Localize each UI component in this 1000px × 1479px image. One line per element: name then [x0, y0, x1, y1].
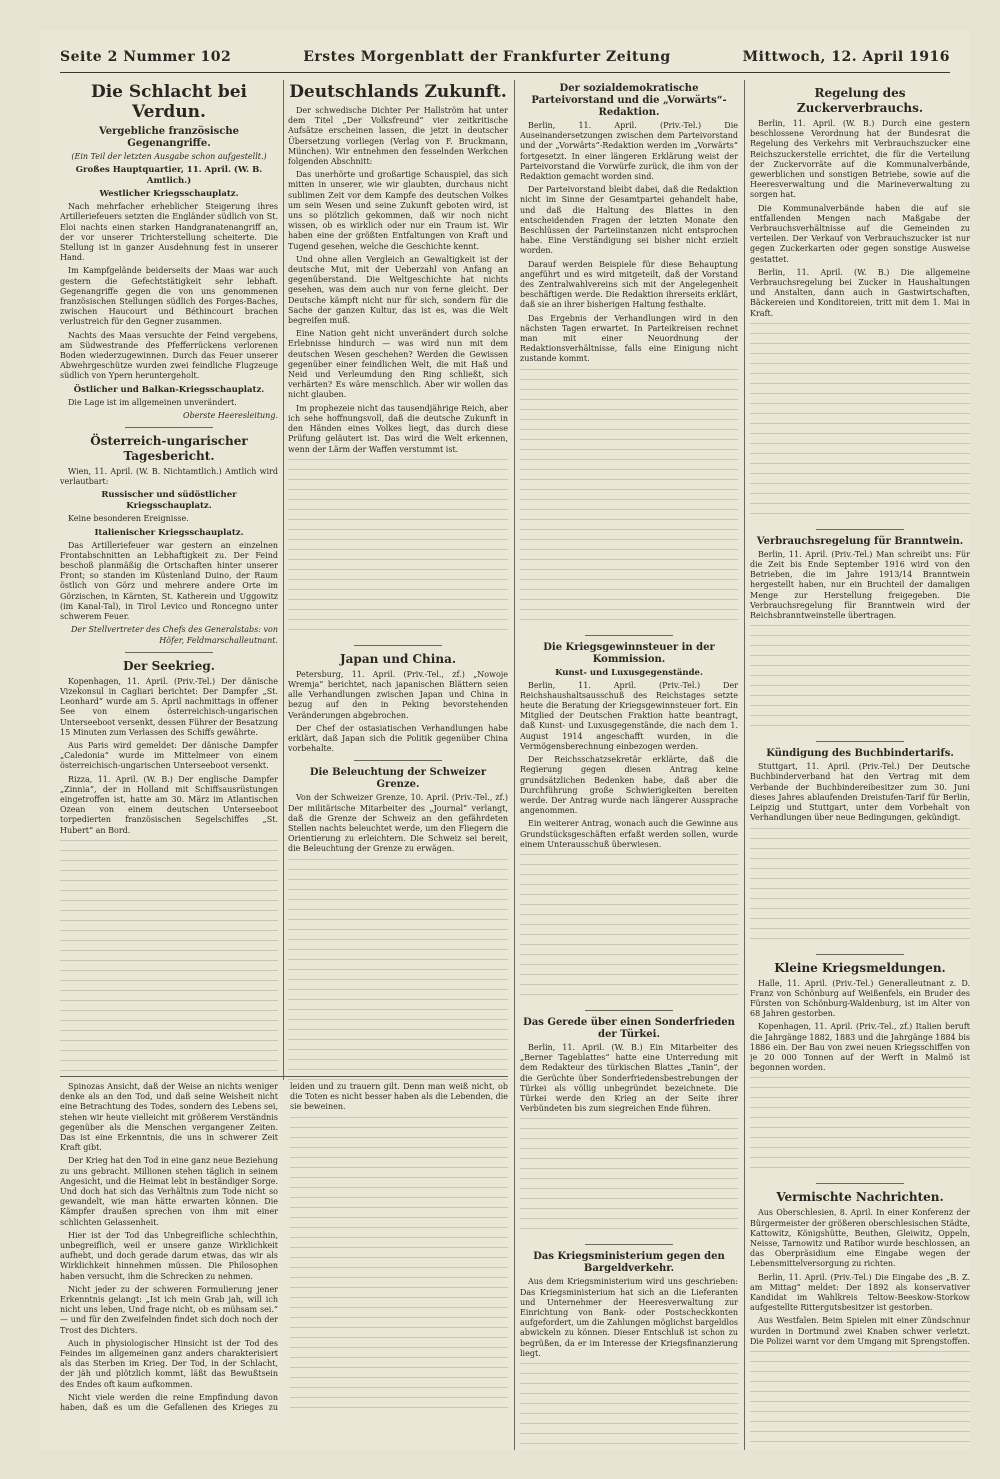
paragraph: Petersburg, 11. April. (Priv.-Tel., zf.) „Nowoje Wremja“ berichtet, nach japanischen Blättern seien alle Verhandlungen zwischen Japan und China in bezug auf den in Peking bevorstehenden Veränderungen abgebrochen.: [288, 669, 508, 720]
paragraph: Nach mehrfacher erheblicher Steigerung ihres Artilleriefeuers setzten die Engländer südlich von St. Eloi nachts einen starken Handgranatenangriff an, der vor unserer Trichterstellung scheiterte. Die Stellung ist in ganzer Ausdehnung fest in unserer Hand.: [60, 202, 278, 263]
headline-vermischte: Vermischte Nachrichten.: [776, 1190, 944, 1205]
dateline: Großes Hauptquartier, 11. April. (W. B. Amtlich.): [75, 165, 263, 187]
paragraph: Der Chef der ostasiatischen Verhandlungen habe erklärt, daß Japan sich die Politik gegenüber China vorbehalte.: [288, 723, 508, 754]
text-continuation: [750, 1351, 970, 1450]
paragraph: Nicht jeder zu der schweren Formulierung jener Erkenntnis gelangt: „Ist ich mein Grab jah, will ich nicht uns leben, Und frage nicht, ob es mühsam sei.“ — und für den Zweifelnden findet sich doch noch der Trost des Dichters.: [60, 1284, 278, 1335]
section-head: Italienischer Kriegsschauplatz.: [94, 527, 244, 538]
masthead: [60, 42, 950, 73]
column-rule: [514, 80, 515, 1450]
paragraph: Spinozas Ansicht, daß der Weise an nichts weniger denke als an den Tod, und daß seine Weisheit nicht eine Betrachtung des Todes, sondern des Lebens sei, stehen wir heute vielleicht mit größerem Verständnis gegenüber als die Menschen vergangener Zeiten. Das ist eine Erkenntnis, die uns in schwerer Zeit Kraft gibt.: [60, 1082, 278, 1153]
paragraph: Der Parteivorstand bleibt dabei, daß die Redaktion nicht im Sinne der Gesamtpartei gehandelt habe, und daß die Haltung des Blattes in den entscheidenden Fragen der letzten Monate den Beschlüssen der Parteiinstanzen nicht entsprochen habe. Eine Verständigung sei bisher nicht erzielt worden.: [520, 185, 738, 256]
text-continuation: [60, 840, 278, 1080]
text-continuation: [288, 859, 508, 1080]
signature: Der Stellvertreter des Chefs des Generalstabs: von Höfer, Feldmarschalleutnant.: [70, 625, 278, 645]
paragraph: Der Reichsschatzsekretär erklärte, daß die Regierung gegen diesen Antrag keine grundsätzlichen Bedenken habe, daß aber die Durchführung große Schwierigkeiten bereiten werde. Der Antrag wurde nach längerer Aussprache angenommen.: [520, 755, 738, 816]
text-continuation: [750, 828, 970, 948]
paragraph: Rizza, 11. April. (W. B.) Der englische Dampfer „Zinnia“, der in Holland mit Schiffsausrüstungen eingetroffen ist, hatte am 30. März im Atlantischen Ozean von einem deutschen Unterseeboot torpedierten französischen Segelschiffes „St. Hubert“ an Bord.: [60, 774, 278, 835]
paragraph: Von der Schweizer Grenze, 10. April. (Priv.-Tel., zf.) Der militärische Mitarbeiter des „Journal“ verlangt, daß die Grenze der Schweiz an den gefährdeten Stellen nachts beleuchtet werde, um den Fliegern die Orientierung zu erleichtern. Die Schweiz sei bereit, die Beleuchtung der Grenze zu erwägen.: [288, 793, 508, 854]
headline-seekrieg: Der Seekrieg.: [123, 658, 215, 673]
column-3: [520, 80, 738, 1450]
paragraph: Aus Westfalen. Beim Spielen mit einer Zündschnur wurden in Dortmund zwei Knaben schwer verletzt. Die Polizei warnt vor dem Umgang mit Sprengstoffen.: [750, 1316, 970, 1346]
headline-branntwein: Verbrauchsregelung für Branntwein.: [756, 535, 964, 547]
paragraph: Berlin, 11. April. (W. B.) Durch eine gestern beschlossene Verordnung hat der Bundesrat die Regelung des Verkehrs mit Verbrauchszucker eine Reichszuckerstelle errichtet, die für die Verteilung der Zuckervorräte auf die Kommunalverbände, gewerblichen und sonstigen Betriebe, sowie auf die Heeresverwaltung und die Marineverwaltung zu sorgen hat.: [750, 119, 970, 200]
paragraph: Berlin, 11. April. (Priv.-Tel.) Der Reichshaushaltsausschuß des Reichstages setzte heute die Beratung der Kriegsgewinnsteuer fort. Ein Mitglied der Deutschen Fraktion hatte beantragt, daß Kunst- und Luxusgegenstände, die nach dem 1. August 1914 angeschafft wurden, in die Vermögensberechnung einbezogen werden.: [520, 680, 738, 751]
text-continuation: [520, 369, 738, 629]
column-2: [288, 80, 508, 1080]
paragraph: Im Kampfgelände beiderseits der Maas war auch gestern die Gefechtstätigkeit sehr lebhaft. Gegenangriffe gegen die von uns genommenen französischen Stellungen südlich des Forges-Baches, zwischen Haucourt und Béthincourt brachen verlustreich für den Gegner zusammen.: [60, 266, 278, 327]
headline-tuerkei: Das Gerede über einen Sonderfrieden der Türkei.: [523, 1016, 735, 1040]
paragraph: Das unerhörte und großartige Schauspiel, das sich mitten in unserer, wie wir glaubten, durchaus nicht sublimen Zeit vor dem Kampfe des deutschen Volkes um sein Wesen und seine Zukunft geboten wird, ist uns so plötzlich gekommen, daß wir noch nicht wissen, ob es wirklich oder nur ein Traum ist. Wir haben eine der größten Entfaltungen von Kraft und Tugend gesehen, welche die Geschichte kennt.: [288, 170, 508, 251]
feuilleton-section: [60, 1082, 508, 1452]
text-continuation: [750, 625, 970, 735]
paragraph: Aus dem Kriegsministerium wird uns geschrieben: Das Kriegsministerium hat sich an die Lieferanten und Unternehmer der Heeresverwaltung zur Einrichtung von Bank- oder Postscheckkonten aufgefordert, um die Zahlungen möglichst bargeldlos abwickeln zu können. Dieser Entschluß ist schon zu begrüßen, da er im Interesse der Kriegsfinanzierung liegt.: [520, 1277, 738, 1358]
paragraph: Ein weiterer Antrag, wonach auch die Gewinne aus Grundstücksgeschäften erfaßt werden sollen, wurde einem Unterausschuß überwiesen.: [520, 819, 738, 849]
paragraph: Aus Oberschlesien, 8. April. In einer Konferenz der Bürgermeister der größeren oberschlesischen Städte, Kattowitz, Königshütte, Beuthen, Gleiwitz, Oppeln, Neisse, Tarnowitz und Ratibor wurde beschlossen, an das Oberpräsidium eine Eingabe wegen der Lebensmittelversorgung zu richten.: [750, 1208, 970, 1269]
column-rule: [744, 80, 745, 1450]
paragraph: Darauf werden Beispiele für diese Behauptung angeführt und es wird mitgeteilt, daß der Vorstand des Zentralwahlvereins sich mit der Angelegenheit beschäftigen werde. Die Redaktion ihrerseits erklärt, daß sie an ihrer bisherigen Haltung festhalte.: [520, 259, 738, 310]
column-1: [60, 80, 278, 1080]
separator: [816, 741, 904, 742]
paragraph: Wien, 11. April. (W. B. Nichtamtlich.) Amtlich wird verlautbart:: [60, 467, 278, 487]
paragraph: Und ohne allen Vergleich an Gewaltigkeit ist der deutsche Mut, mit der Ueberzahl von Anfang an gegenüberstand. Die Weltgeschichte hat nichts gesehen, was dem auch nur von ferne gleicht. Der Deutsche kämpft nicht nur für sich, sondern für die Sache der ganzen Kultur, das ist es, was die Welt begreifen muß.: [288, 254, 508, 326]
section-head: Russischer und südöstlicher Kriegsschauplatz.: [101, 490, 237, 512]
headline-zucker: Regelung des Zuckerverbrauchs.: [796, 86, 924, 115]
issue-date: Mittwoch, 12. April 1916: [742, 49, 950, 65]
separator: [816, 1183, 904, 1184]
separator: [585, 635, 672, 636]
paragraph: Aus Paris wird gemeldet: Der dänische Dampfer „Caledonia“ wurde im Mittelmeer von einem österreichisch-ungarischen Unterseeboot versenkt.: [60, 740, 278, 771]
paragraph: Kopenhagen, 11. April. (Priv.-Tel.) Der dänische Vizekonsul in Cagliari berichtet: Der Dampfer „St. Leonhard“ wurde am 5. April nachmittags in offener See von einem österreichisch-ungarischen Unterseeboot versenkt, dessen Führer der Besatzung 15 Minuten zum Verlassen des Schiffs gewährte.: [60, 676, 278, 737]
paragraph: Das Ergebnis der Verhandlungen wird in den nächsten Tagen erwartet. In Parteikreisen rechnet man mit einer Neuordnung der Redaktionsverhältnisse, falls eine Einigung nicht zustande kommt.: [520, 313, 738, 364]
paragraph: Die Kommunalverbände haben die auf sie entfallenden Mengen nach Maßgabe der Verbrauchsverhältnisse auf die Gemeinden zu verteilen. Der Verkauf von Verbrauchszucker ist nur gegen Zuckerkarten oder gegen sonstige Ausweise gestattet.: [750, 203, 970, 264]
paragraph: Der Krieg hat den Tod in eine ganz neue Beziehung zu uns gebracht. Millionen stehen täglich in seinem Angesicht, und die Heimat lebt in beständiger Sorge. Und doch hat sich das Verhältnis zum Tode nicht so gewandelt, wie man hätte erwarten können. Die Kämpfer draußen sprechen von ihm mit einer schlichten Gelassenheit.: [60, 1156, 278, 1227]
separator: [354, 760, 442, 761]
separator: [585, 1244, 672, 1245]
paragraph: Stuttgart, 11. April. (Priv.-Tel.) Der Deutsche Buchbinderverband hat den Vertrag mit dem Verbande der Buchbindereibesitzer zum 30. Juni dieses Jahres ablaufenden Dreistufen-Tarif für Berlin, Leipzig und Stuttgart, unter dem Vorbehalt von Verhandlungen über neue Bedingungen, gekündigt.: [750, 762, 970, 823]
paragraph: Berlin, 11. April. (W. B.) Ein Mitarbeiter des „Berner Tageblattes“ hatte eine Unterredung mit dem Redakteur des türkischen Blattes „Tanin“, der die Gerüchte über Sonderfriedensbestrebungen der Türkei als völlig unbegründet bezeichnete. Die Türkei werde den Krieg an der Seite ihrer Verbündeten bis zum siegreichen Ende führen.: [520, 1042, 738, 1114]
separator: [585, 1010, 672, 1011]
signature: Oberste Heeresleitung.: [183, 410, 278, 420]
text-continuation: [520, 854, 738, 1004]
headline-zukunft: Deutschlands Zukunft.: [289, 82, 507, 102]
headline-austria: Österreich-ungarischer Tagesbericht.: [90, 434, 248, 464]
paragraph: Die Lage ist im allgemeinen unverändert.: [68, 397, 237, 407]
subhead-verdun: Vergebliche französische Gegenangriffe.: [98, 126, 240, 149]
paragraph: Im prophezeie nicht das tausendjährige Reich, aber ich sehe hoffnungsvoll, daß die deutsche Zukunft in den Händen eines Volkes liegt, das durch diese Prüfung geläutert ist. Das wird die Welt erkennen, wenn der Lärm der Waffen verstummt ist.: [288, 403, 508, 454]
column-rule: [283, 80, 284, 1080]
paragraph: Berlin, 11. April. (Priv.-Tel.) Man schreibt uns: Für die Zeit bis Ende September 1916 wird von den Betrieben, die im Jahre 1913/14 Branntwein hergestellt haben, nur ein Bruchteil der damaligen Menge zur Herstellung freigegeben. Die Verbrauchsregelung für Branntwein wird der Reichsbranntweinstelle übertragen.: [750, 549, 970, 621]
paragraph: Auch in physiologischer Hinsicht ist der Tod des Feindes im allgemeinen ganz anders charakterisiert als das Sterben im Krieg. Der Tod, in der Schlacht, der jäh und plötzlich kommt, läßt das Bewußtsein des Endes oft kaum aufkommen.: [60, 1338, 278, 1389]
page-number: Seite 2 Nummer 102: [60, 49, 232, 65]
section-head: Westlicher Kriegsschauplatz.: [99, 189, 239, 200]
headline-schweiz: Die Beleuchtung der Schweizer Grenze.: [309, 767, 487, 791]
column-4: [750, 80, 970, 1450]
paragraph: Berlin, 11. April. (W. B.) Die allgemeine Verbrauchsregelung bei Zucker in Haushaltungen und Anstalten, dann auch in Gastwirtschaften, Bäckereien und Konditoreien, tritt mit dem 1. Mai in Kraft.: [750, 267, 970, 318]
headline-parteivorstand: Der sozialdemokratische Parteivorstand und die „Vorwärts“-Redaktion.: [531, 83, 727, 118]
subhead: Kunst- und Luxusgegenstände.: [555, 667, 703, 678]
paragraph: Halle, 11. April. (Priv.-Tel.) Generalleutnant z. D. Franz von Schönburg auf Weißenfels, ein Bruder des Fürsten von Schönburg-Waldenburg, ist im Alter von 68 Jahren gestorben.: [750, 978, 970, 1019]
separator: [125, 427, 212, 428]
newspaper-title: Erstes Morgenblatt der Frankfurter Zeitung: [303, 49, 671, 65]
paragraph: Berlin, 11. April. (Priv.-Tel.) Die Eingabe des „B. Z. am Mittag“ meldet: Der 1892 als konservativer Kandidat im Wahlkreis Teltow-Beeskow-Storkow aufgestellte Rittergutsbesitzer ist gestorben.: [750, 1272, 970, 1313]
text-continuation: [290, 1117, 508, 1417]
separator: [816, 529, 904, 530]
paragraph: Keine besonderen Ereignisse.: [68, 514, 189, 524]
paragraph: Nachts des Maas versuchte der Feind vergebens, am Südwestrande des Pfefferrückens verlorenen Boden wiederzugewinnen. Durch das Feuer unserer Abwehrgeschütze wurden zwei feindliche Flugzeuge südlich von Ypern heruntergeholt.: [60, 330, 278, 381]
text-continuation: [520, 1118, 738, 1238]
newspaper-page: [40, 30, 970, 1450]
text-continuation: [288, 459, 508, 639]
headline-kleine-kriegsmeldungen: Kleine Kriegsmeldungen.: [774, 960, 946, 975]
paragraph: Das Artilleriefeuer war gestern an einzelnen Frontabschnitten an Lebhaftigkeit zu. Der Feind beschoß planmäßig die Ortschaften hinter unserer Front; so standen im Küstenland Duino, der Raum östlich von Görz und mehrere andere Orte im Görzischen, in Kärnten, St. Katherein und Uggowitz (im Kanal-Tal), in Tirol Levico und Roncegno unter schwerem Feuer.: [60, 540, 278, 622]
text-continuation: [750, 323, 970, 523]
paragraph: Der schwedische Dichter Per Hallström hat unter dem Titel „Der Volksfreund“ vier zeitkritische Aufsätze erscheinen lassen, die jetzt in deutscher Übersetzung vorliegen (Verlag von F. Bruckmann, München). Wir entnehmen den fesselnden Werkchen folgenden Abschnitt:: [288, 106, 508, 167]
section-head: Östlicher und Balkan-Kriegsschauplatz.: [73, 384, 265, 395]
paragraph: Kopenhagen, 11. April. (Priv.-Tel., zf.) Italien beruft die Jahrgänge 1882, 1883 und die Jahrgänge 1884 bis 1886 ein. Der Bau von zwei neuen Kriegsschiffen von je 20 000 Tonnen auf der Werft in Malmö ist begonnen worden.: [750, 1022, 970, 1073]
separator: [354, 645, 442, 646]
separator: [816, 954, 904, 955]
paragraph: Nicht viele werden die reine Empfindung davon haben, daß es um die Gefallenen des Krieges zu leiden und zu trauern gilt. Denn man weiß nicht, ob die Toten es nicht besser haben als die Lebenden, die sie beweinen.: [60, 1082, 508, 1413]
text-continuation: [520, 1363, 738, 1450]
headline-kriegsgewinnsteuer: Die Kriegsgewinnsteuer in der Kommission.: [543, 641, 715, 665]
separator: [125, 652, 212, 653]
paragraph: Berlin, 11. April. (Priv.-Tel.) Die Auseinandersetzungen zwischen dem Parteivorstand und der „Vorwärts“-Redaktion werden im „Vorwärts“ fortgesetzt. In einer längeren Erklärung weist der Parteivorstand die Vorwürfe zurück, die ihm von der Redaktion gemacht worden sind.: [520, 121, 738, 182]
paragraph: Hier ist der Tod das Unbegreifliche schlechthin, unbegreiflich, weil er unsere ganze Wirklichkeit aufhebt, und doch gerade darum etwas, das wir als Wirklichkeit hinnehmen müssen. Die Philosophen haben versucht, ihm die Schrecken zu nehmen.: [60, 1230, 278, 1281]
headline-verdun: Die Schlacht bei Verdun.: [90, 82, 248, 122]
note: (Ein Teil der letzten Ausgabe schon aufgestellt.): [71, 152, 267, 161]
paragraph: Eine Nation geht nicht unverändert durch solche Erlebnisse hindurch — was wird nun mit dem deutschen Wesen geschehen? Werden die Gewissen gegenüber einer feindlichen Welt, die mit Haß und Neid und Verleumdung den Ring schließt, sich verhärten? Es wäre menschlich. Aber wir wollen das nicht glauben.: [288, 329, 508, 400]
headline-buchbinder: Kündigung des Buchbindertarifs.: [766, 748, 954, 760]
headline-japan: Japan und China.: [339, 651, 457, 666]
headline-kriegsministerium: Das Kriegsministerium gegen den Bargeldverkehr.: [533, 1251, 725, 1275]
text-continuation: [750, 1077, 970, 1177]
